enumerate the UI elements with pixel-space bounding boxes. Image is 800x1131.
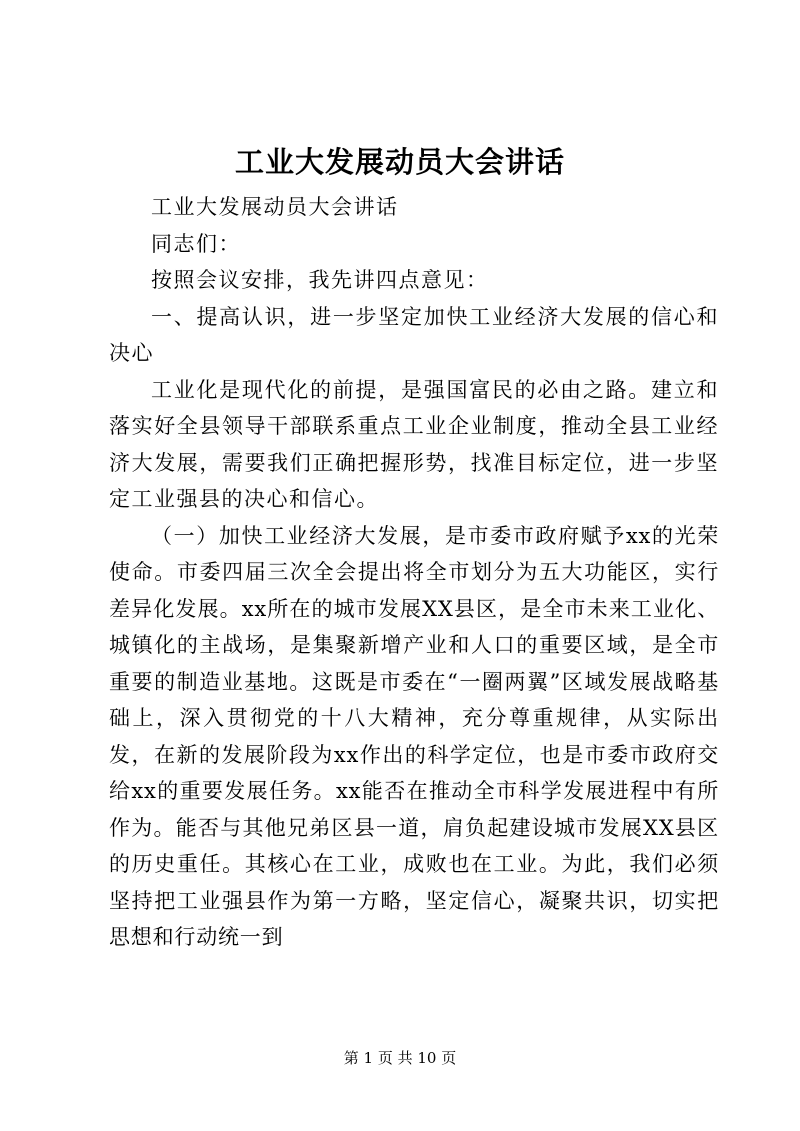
paragraph-salutation: 同志们： — [151, 231, 241, 256]
paragraph-body-2: （一）加快工业经济大发展，是市委市政府赋予xx的光荣使命。市委四届三次全会提出将全市划分为五大功能区，实行差异化发展。xx所在的城市发展XX县区，是全市未来工业化、城镇化的主战场，是集聚新增产业和人口的重要区域，是全市重要的制造业基地。这既是市委在“一圈两翼”区域发展战略基础上，深入贯彻党的十八大精神，充分尊重规律，从实际出发，在新的发展阶段为xx作出的科学定位，也是市委市政府交给xx的重要发展任务。xx能否在推动全市科学发展进程中有所作为。能否与其他兄弟区县一道，肩负起建设城市发展XX县区的历史重任。其核心在工业，成败也在工业。为此，我们必须坚持把工业强县作为第一方略，坚定信心，凝聚共识，切实把思想和行动统一到 — [109, 523, 719, 949]
page-number-footer: 第 1 页 共 10 页 — [343, 1049, 457, 1067]
document-title: 工业大发展动员大会讲话 — [234, 145, 565, 179]
paragraph-subtitle: 工业大发展动员大会讲话 — [151, 195, 399, 219]
paragraph-heading-1: 一、提高认识，进一步坚定加快工业经济大发展的信心和决心 — [109, 304, 719, 365]
paragraph-intro: 按照会议安排，我先讲四点意见： — [151, 268, 489, 292]
paragraph-body-1: 工业化是现代化的前提，是强国富民的必由之路。建立和落实好全县领导干部联系重点工业企业制度，推动全县工业经济大发展，需要我们正确把握形势，找准目标定位，进一步坚定工业强县的决心和信心。 — [109, 377, 719, 511]
document-body — [109, 189, 719, 956]
